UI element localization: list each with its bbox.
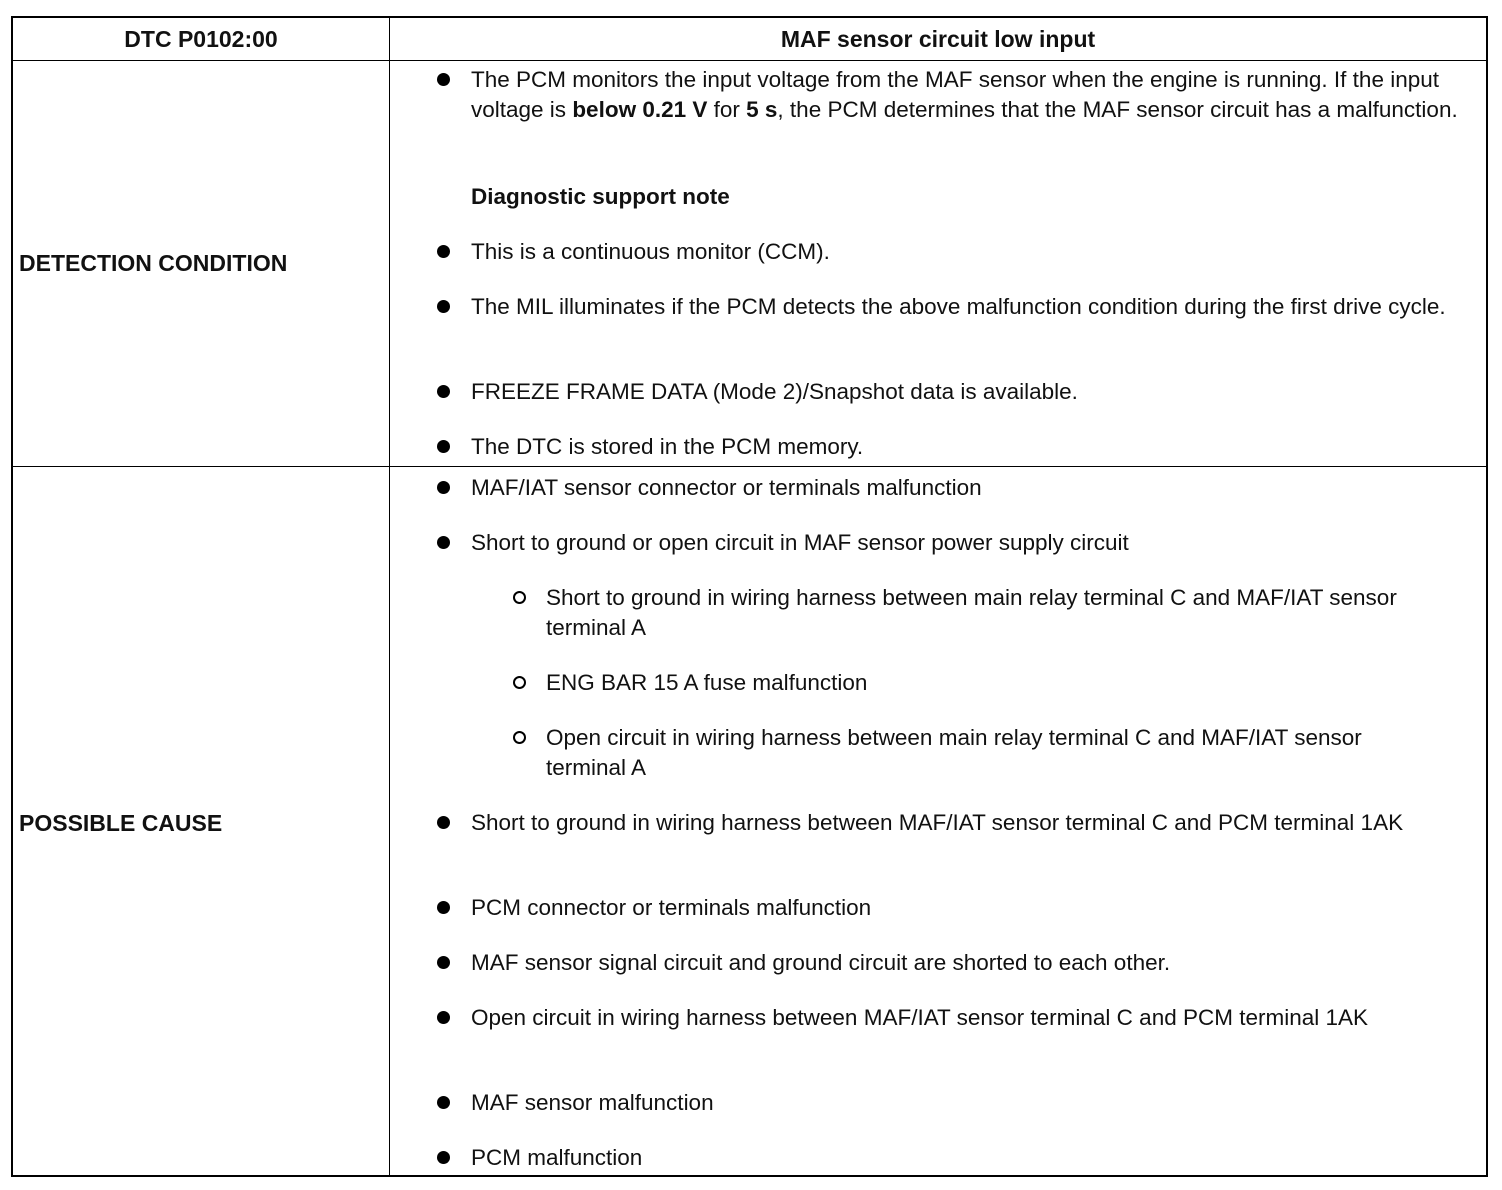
hollow-bullet-icon	[513, 591, 526, 604]
column-divider	[389, 18, 390, 1175]
dtc-title-header: MAF sensor circuit low input	[780, 25, 1096, 52]
bullet-icon	[437, 245, 450, 258]
row-divider-detection	[13, 466, 1486, 467]
bullet-icon	[437, 300, 450, 313]
bullet-icon	[437, 901, 450, 914]
bullet-icon	[437, 385, 450, 398]
hollow-bullet-icon	[513, 676, 526, 689]
bullet-icon	[437, 481, 450, 494]
bullet-icon	[437, 440, 450, 453]
hollow-bullet-icon	[513, 731, 526, 744]
bullet-icon	[437, 956, 450, 969]
diagnostic-support-note-heading: Diagnostic support note	[471, 184, 730, 209]
dtc-code-header: DTC P0102:00	[124, 25, 278, 52]
detection-condition-label: DETECTION CONDITION	[19, 250, 288, 276]
bullet-icon	[437, 816, 450, 829]
bullet-icon	[437, 1096, 450, 1109]
detection-main-text: The PCM monitors the input voltage from the MAF sensor when the engine is running. If the input voltage is below 0.21 V for 5 s, the PCM determines that the MAF sensor circuit has a malfunction.	[471, 67, 1458, 122]
bullet-icon	[437, 73, 450, 86]
bullet-icon	[437, 1151, 450, 1164]
bullet-icon	[437, 536, 450, 549]
possible-cause-label: POSSIBLE CAUSE	[19, 810, 223, 836]
row-divider-header	[13, 60, 1486, 61]
bullet-icon	[437, 1011, 450, 1024]
dtc-table: DTC P0102:00 MAF sensor circuit low input DETECTION CONDITION The PCM monitors the input voltage from the MAF sensor when the engine is running. If the input voltage is below 0.21 V for 5 s, the PCM determines that the MAF sensor circuit has a malfunction. Diagnostic support note This is a continuous monitor (CCM). The MIL illuminates if the PCM detects the above malfunction condition during the first drive cycle. FREEZE FRAME DATA (Mode 2)/Snapshot data is available. The DTC is stored in the PCM memory. POSSIBLE CAUSE MAF/IAT sensor connector or terminals malfunction Short to ground or open circuit in MAF sensor power supply circuit Short to ground in wiring harness between main relay terminal C and MAF/IAT sensor terminal A ENG BAR 15 A fuse malfunction Open circuit in wiring harness between main relay terminal C and MAF/IAT sensor terminal A Short to ground in wiring harness between MAF/IAT sensor terminal C and PCM terminal 1AK PCM connector or terminals malfunction MAF sensor signal circuit and ground circuit are shorted to each other. Open circuit in wiring harness between MAF/IAT sensor terminal C and PCM terminal 1AK MAF sensor malfunction PCM malfunction	[11, 16, 1488, 1177]
